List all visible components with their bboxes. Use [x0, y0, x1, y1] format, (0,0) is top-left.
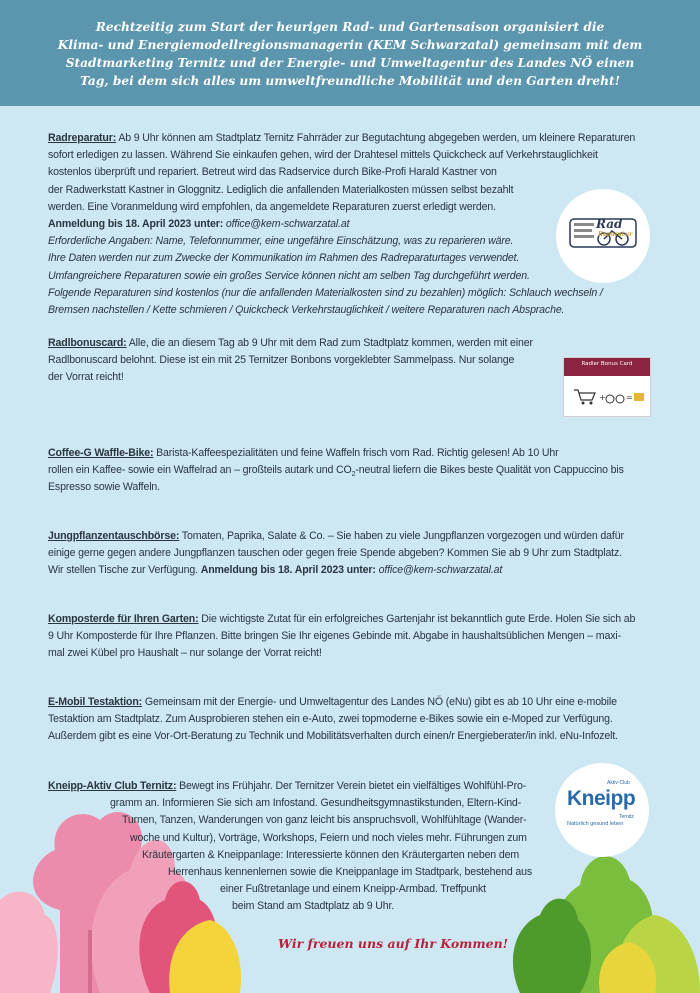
- text-line: mal zwei Kübel pro Haushalt – nur solange der Vorrat reicht!: [48, 647, 322, 660]
- text-line: woche und Kultur), Vorträge, Workshops, Feiern und noch vieles mehr. Führungen zum: [130, 831, 527, 844]
- intro-line: Klima- und Energiemodellregionsmanagerin (KEM Schwarzatal) gemeinsam mit dem: [57, 38, 643, 52]
- text-line: der Radwerkstatt Kastner in Gloggnitz. Lediglich die anfallenden Materialkosten müssen selbst bezahlt: [48, 183, 514, 196]
- rad-reparatur-logo: [556, 189, 650, 283]
- text-line: Außerdem gibt es eine Vor-Ort-Beratung zu Technik und Mobilitätsverhalten durch einen/r Energieberater/in inkl. eNu-Infozelt.: [48, 730, 618, 743]
- italic-line: Erforderliche Angaben: Name, Telefonnummer, eine ungefähre Einschätzung, was zu reparieren wäre.: [48, 235, 514, 248]
- kneipp-logo: [555, 763, 649, 857]
- italic-line: Ihre Daten werden nur zum Zwecke der Kommunikation im Rahmen des Radreparaturtages verwendet.: [48, 252, 520, 265]
- subscript: 2: [351, 471, 356, 479]
- kneipp-logo-top: Aktiv-Club: [607, 780, 630, 786]
- text-line: der Vorrat reicht!: [48, 371, 124, 384]
- intro-line: Tag, bei dem sich alles um umweltfreundliche Mobilität und den Garten dreht!: [80, 74, 620, 88]
- registration-label: Anmeldung bis 18. April 2023 unter:: [200, 564, 376, 577]
- registration-email: office@kem-schwarzatal.at: [378, 564, 503, 577]
- radler-bonus-card: [563, 357, 651, 417]
- text-line: Tomaten, Paprika, Salate & Co. – Sie haben zu viele Jungpflanzen vorgezogen und würden dafür: [179, 530, 624, 542]
- italic-line: Umfangreichere Reparaturen sowie ein großes Service können nicht am selben Tag durchgeführt werden.: [48, 269, 530, 282]
- header-banner: [0, 0, 700, 106]
- card-title: Radler Bonus Card: [564, 358, 650, 376]
- registration-email: office@kem-schwarzatal.at: [225, 218, 350, 231]
- section-emobil: [48, 694, 654, 746]
- text-line: einer Fußtretanlage und einem Kneipp-Armbad. Treffpunkt: [220, 883, 486, 896]
- text-line: kostenlos überprüft und repariert. Betreut wird das Radservice durch Bike-Profi Harald Kastner von: [48, 166, 497, 179]
- closing-text: Wir freuen uns auf Ihr Kommen!: [278, 936, 509, 951]
- text-line: Ab 9 Uhr können am Stadtplatz Ternitz Fahrräder zur Begutachtung abgegeben werden, um kleinere Reparaturen: [116, 132, 636, 144]
- heading-komposterde: Komposterde für Ihren Garten:: [48, 613, 199, 625]
- text-line: Bewegt ins Frühjahr. Der Ternitzer Verein bietet ein vielfältiges Wohlfühl-Pro-: [176, 780, 527, 792]
- heading-radreparatur: Radreparatur:: [48, 132, 117, 144]
- text-line: werden. Eine Voranmeldung wird empfohlen, da angemeldete Reparaturen zuerst erledigt werden.: [48, 200, 496, 213]
- heading-kneipp: Kneipp-Aktiv Club Ternitz:: [48, 780, 177, 792]
- text-line: Espresso sowie Waffeln.: [48, 481, 160, 494]
- italic-line: Bremsen nachstellen / Kette schmieren / Quickcheck Verkehrstauglichkeit / weitere Reparaturen nach Absprache.: [48, 304, 565, 317]
- text-line: einige gerne gegen andere Jungpflanzen tauschen oder gegen freie Spende abgeben? Kommen Sie ab 9 Uhr zum Stadtplatz.: [48, 547, 622, 560]
- text-line: Kräutergarten & Kneippanlage: Interessierte können den Kräutergarten neben dem: [142, 848, 520, 861]
- section-coffee-waffle-bike: [48, 445, 654, 497]
- text-line: Barista-Kaffeespezialitäten und feine Waffeln frisch vom Rad. Richtig gelesen! Ab 10 Uhr: [153, 447, 559, 459]
- svg-text:=: =: [626, 393, 633, 402]
- text-line: 9 Uhr Komposterde für Ihre Pflanzen. Bitte bringen Sie Ihr eigenes Gebinde mit. Abgabe in haushaltsüblichen Mengen – maxi-: [48, 630, 621, 643]
- section-jungpflanzen: [48, 528, 654, 580]
- intro-line: Stadtmarketing Ternitz und der Energie- und Umweltagentur des Landes NÖ einen: [65, 56, 635, 70]
- section-kneipp: [48, 778, 548, 916]
- heading-coffee: Coffee-G Waffle-Bike:: [48, 447, 154, 459]
- italic-line: Folgende Reparaturen sind kostenlos (nur die anfallenden Materialkosten sind zu bezahlen) möglich: Schlauch wechseln /: [48, 286, 603, 299]
- heading-jungpflanzen: Jungpflanzentauschbörse:: [48, 530, 180, 542]
- text-line: Wir stellen Tische zur Verfügung.: [48, 564, 201, 577]
- text-line: Gemeinsam mit der Energie- und Umweltagentur des Landes NÖ (eNu) gibt es ab 10 Uhr eine e-mobile: [142, 696, 617, 708]
- heading-emobil: E-Mobil Testaktion:: [48, 696, 143, 708]
- text-line: Testaktion am Stadtplatz. Zum Ausprobieren stehen ein e-Auto, zwei topmoderne e-Bikes sowie ein e-Moped zur Verfügung.: [48, 713, 613, 726]
- cart-bike-icon: [564, 376, 650, 414]
- trunk: [88, 930, 92, 993]
- text-line: gramm an. Informieren Sie sich am Infostand. Gesundheitsgymnastikstunden, Eltern-Kind-: [110, 797, 522, 810]
- text-line: Alle, die an diesem Tag ab 9 Uhr mit dem Rad zum Stadtplatz kommen, werden mit einer: [126, 337, 533, 349]
- kneipp-logo-place: Ternitz: [619, 814, 634, 820]
- text-line: rollen ein Kaffee- sowie ein Waffelrad an – großteils autark und CO: [48, 464, 352, 477]
- text-line: Die wichtigste Zutat für ein erfolgreiches Gartenjahr ist bekanntlich gute Erde. Holen Sie sich ab: [198, 613, 636, 625]
- svg-text:+: +: [599, 393, 606, 402]
- kneipp-logo-name: Kneipp: [567, 787, 636, 810]
- text-line: -neutral liefern die Bikes beste Qualität von Cappuccino bis: [355, 464, 624, 477]
- section-komposterde: [48, 611, 654, 663]
- text-line: beim Stand am Stadtplatz ab 9 Uhr.: [232, 900, 395, 913]
- text-line: sofort erledigen zu lassen. Während Sie einkaufen gehen, wird der Drahtesel mittels Quickcheck auf Verkehrstauglichkeit: [48, 149, 598, 162]
- text-line: Turnen, Tanzen, Wanderungen von ganz leicht bis anspruchsvoll, Wohlfühltage (Wander-: [122, 814, 527, 827]
- registration-label: Anmeldung bis 18. April 2023 unter:: [48, 218, 224, 231]
- logo-word: Rad: [596, 217, 623, 231]
- heading-radlbonuscard: Radlbonuscard:: [48, 337, 127, 349]
- intro-line: Rechtzeitig zum Start der heurigen Rad- und Gartensaison organisiert die: [95, 20, 605, 34]
- intro-text: [30, 18, 670, 90]
- kneipp-logo-slogan: Natürlich gesund leben: [567, 821, 624, 827]
- text-line: Radlbonuscard belohnt. Diese ist ein mit 25 Ternitzer Bonbons vorgeklebter Sammelpass. Nur solange: [48, 354, 515, 367]
- text-line: Herrenhaus kennenlernen sowie die Kneippanlage im Stadtpark, bestehend aus: [168, 866, 533, 879]
- logo-word-secondary: Reparatur: [598, 231, 633, 238]
